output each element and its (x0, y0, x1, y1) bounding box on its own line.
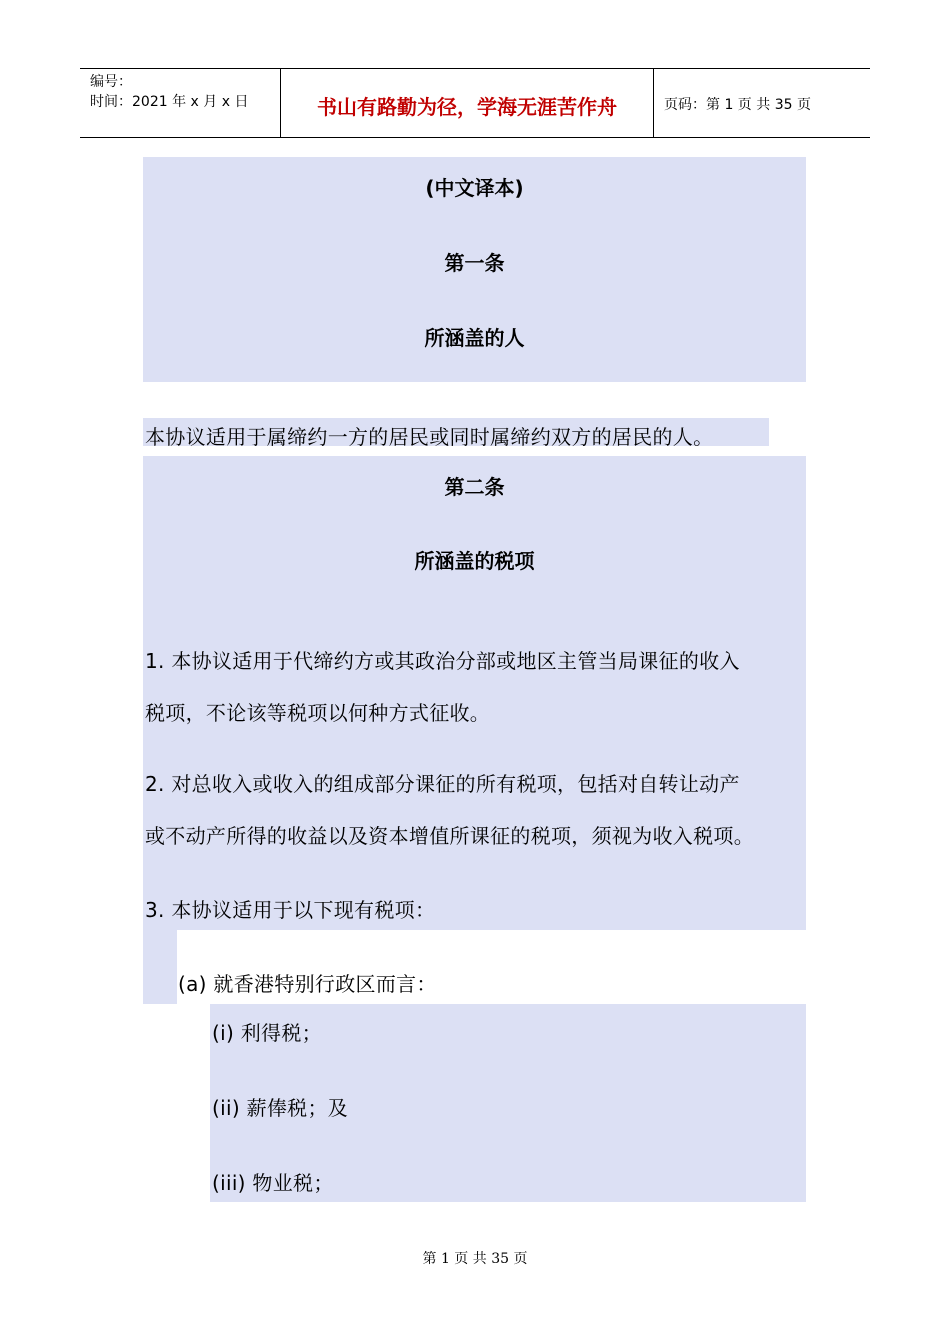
item-ii: (ii) 薪俸税；及 (212, 1096, 349, 1120)
highlight-indent-a (143, 930, 177, 1004)
header-right-cell (654, 69, 870, 137)
document-header (80, 68, 870, 138)
article2-paragraph1-line1: 1. 本协议适用于代缔约方或其政治分部或地区主管当局课征的收入 (145, 649, 740, 673)
translation-label: (中文译本) (425, 176, 524, 200)
header-motto: 书山有路勤为径，学海无涯苦作舟 (317, 95, 617, 119)
item-i: (i) 利得税； (212, 1021, 322, 1045)
article2-paragraph1-line2: 税项，不论该等税项以何种方式征收。 (145, 701, 491, 725)
page-footer: 第 1 页 共 35 页 (422, 1251, 528, 1267)
document-date: 时间：2021 年 x 月 x 日 (90, 94, 249, 110)
subitem-a: (a) 就香港特别行政区而言： (178, 972, 437, 996)
highlight-block-article2 (143, 456, 806, 930)
article1-number: 第一条 (444, 251, 505, 275)
header-left-cell (80, 69, 281, 137)
article2-title: 所涵盖的税项 (414, 549, 535, 573)
article2-paragraph2-line2: 或不动产所得的收益以及资本增值所课征的税项，须视为收入税项。 (145, 824, 754, 848)
article2-paragraph2-line1: 2. 对总收入或收入的组成部分课征的所有税项，包括对自转让动产 (145, 772, 740, 796)
article2-number: 第二条 (444, 475, 505, 499)
article1-title: 所涵盖的人 (424, 326, 525, 350)
document-number-label: 编号： (90, 74, 132, 90)
article1-body: 本协议适用于属缔约一方的居民或同时属缔约双方的居民的人。 (145, 425, 714, 449)
header-page-counter: 页码：第 1 页 共 35 页 (664, 97, 811, 113)
header-center-cell (281, 69, 654, 137)
item-iii: (iii) 物业税； (212, 1171, 334, 1195)
article2-paragraph3: 3. 本协议适用于以下现有税项： (145, 898, 436, 922)
